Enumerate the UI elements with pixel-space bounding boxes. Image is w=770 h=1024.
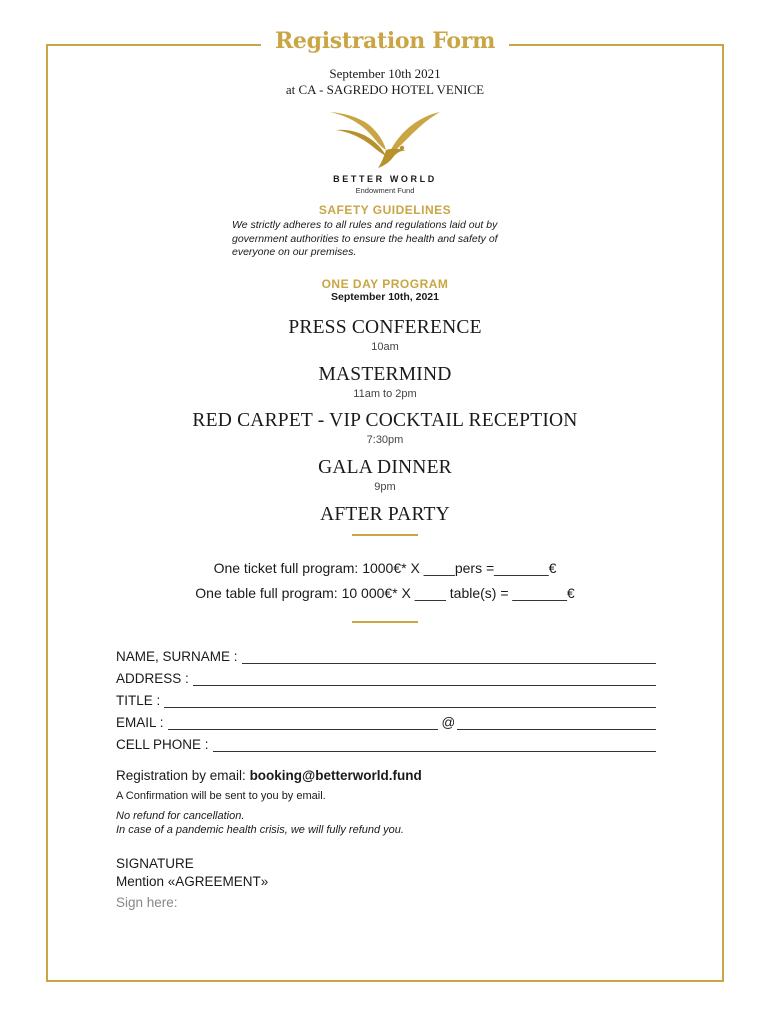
signature-mention: Mention «AGREEMENT» <box>116 874 269 889</box>
divider <box>352 534 418 536</box>
phone-field[interactable] <box>213 739 656 752</box>
name-row <box>116 646 656 664</box>
title-row <box>116 690 656 708</box>
safety-text <box>232 219 542 260</box>
event-name: AFTER PARTY <box>320 504 450 525</box>
safety-line: We strictly adheres to all rules and regulations laid out by <box>232 219 498 231</box>
confirmation-text: A Confirmation will be sent to you by email. <box>116 790 326 802</box>
email-at-sign: @ <box>441 715 456 730</box>
title-field[interactable] <box>164 695 656 708</box>
event-name: PRESS CONFERENCE <box>288 317 482 338</box>
name-field[interactable] <box>242 651 656 664</box>
phone-label: CELL PHONE : <box>116 737 209 752</box>
title-label: TITLE : <box>116 693 161 708</box>
eagle-logo-icon <box>328 110 442 172</box>
no-refund-text: No refund for cancellation. <box>116 810 245 822</box>
event-time: 7:30pm <box>366 434 404 446</box>
email-domain-field[interactable] <box>457 717 656 730</box>
page-title: Registration Form <box>261 28 509 54</box>
sign-here-field[interactable]: Sign here: <box>116 895 178 910</box>
signature-heading: SIGNATURE <box>116 856 194 871</box>
event-time: 11am to 2pm <box>353 388 417 400</box>
divider <box>352 621 418 623</box>
phone-row <box>116 734 656 752</box>
address-label: ADDRESS : <box>116 671 189 686</box>
email-row <box>116 712 656 730</box>
email-user-field[interactable] <box>168 717 438 730</box>
event-name: GALA DINNER <box>318 457 452 478</box>
address-row <box>116 668 656 686</box>
registration-email-link[interactable]: booking@betterworld.fund <box>249 768 422 783</box>
email-label: EMAIL : <box>116 715 164 730</box>
registration-prefix: Registration by email: <box>116 768 250 783</box>
event-time: 10am <box>371 341 399 353</box>
event-venue: at CA - SAGREDO HOTEL VENICE <box>285 82 485 97</box>
event-name: MASTERMIND <box>318 364 452 385</box>
logo-subtitle: Endowment Fund <box>355 186 415 195</box>
program-heading: ONE DAY PROGRAM <box>321 277 449 291</box>
program-date: September 10th, 2021 <box>331 291 439 303</box>
title-wrap <box>0 28 770 54</box>
name-label: NAME, SURNAME : <box>116 649 238 664</box>
table-price: One table full program: 10 000€* X ____ table(s) = _______€ <box>195 585 575 601</box>
pandemic-text: In case of a pandemic health crisis, we will fully refund you. <box>116 824 404 836</box>
safety-heading: SAFETY GUIDELINES <box>318 203 452 217</box>
registration-line <box>116 768 422 783</box>
safety-line: everyone on our premises. <box>232 246 357 258</box>
safety-line: government authorities to ensure the health and safety of <box>232 232 498 245</box>
event-time: 9pm <box>374 481 396 493</box>
event-date: September 10th 2021 <box>329 66 441 81</box>
logo-name: BETTER WORLD <box>333 174 437 184</box>
ticket-price: One ticket full program: 1000€* X ____pers =_______€ <box>213 560 557 576</box>
address-field[interactable] <box>193 673 656 686</box>
event-name: RED CARPET - VIP COCKTAIL RECEPTION <box>192 410 578 431</box>
